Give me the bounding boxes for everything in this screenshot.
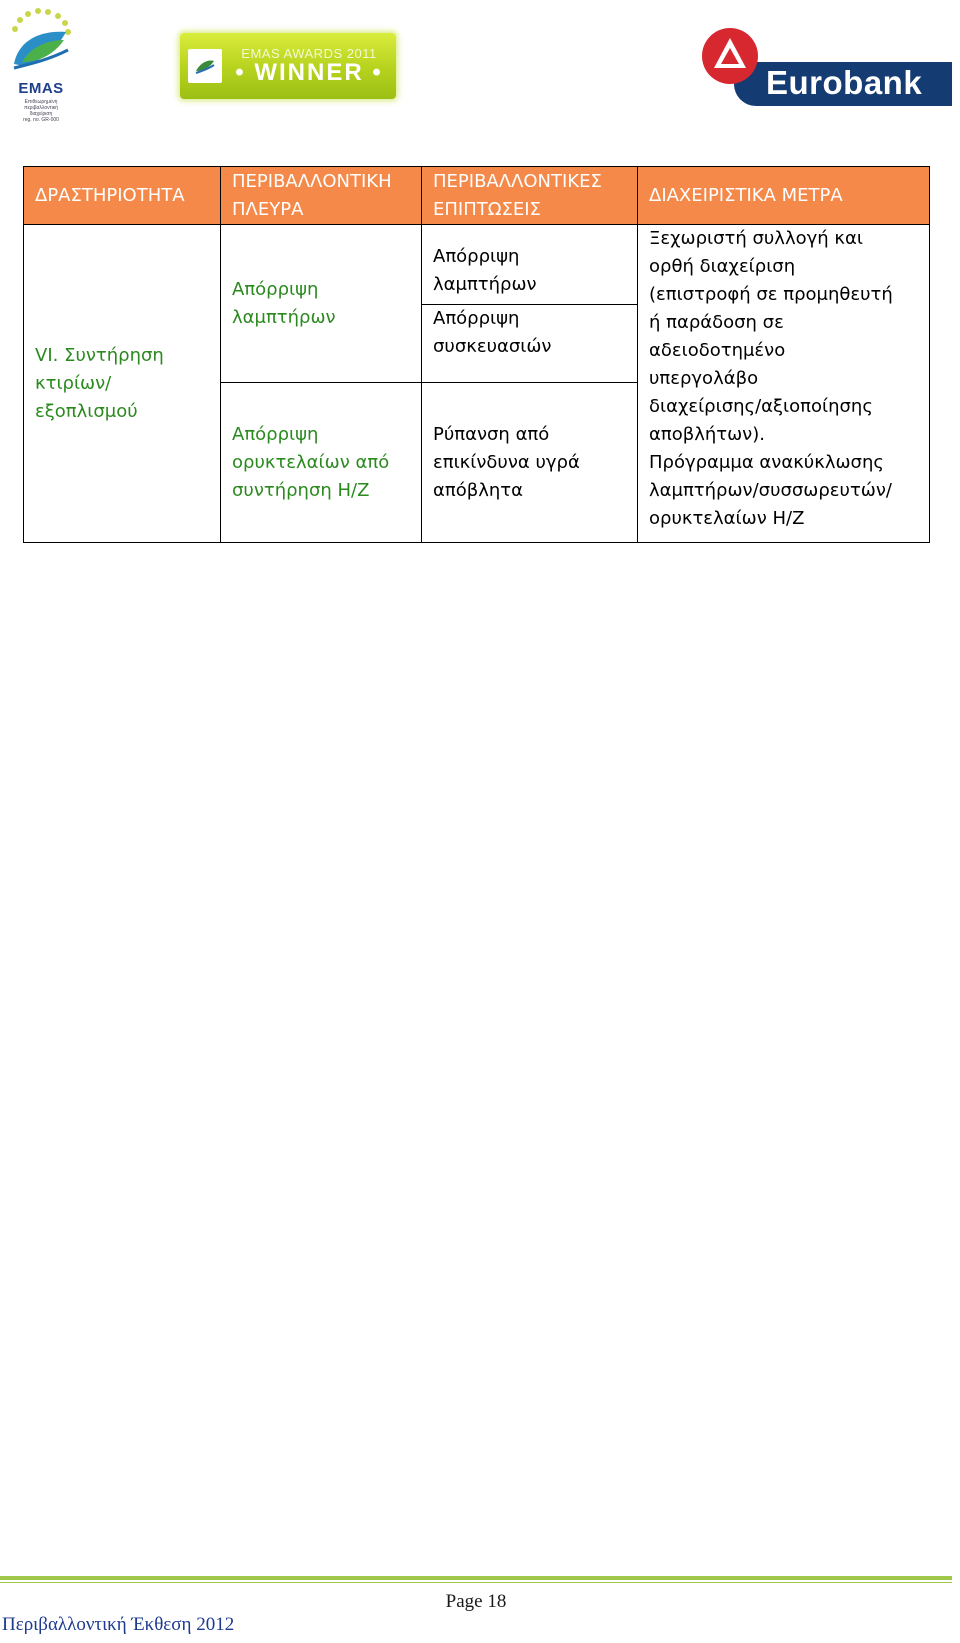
activity-cell: VI. Συντήρηση κτιρίων/ εξοπλισμού bbox=[24, 225, 221, 543]
measures-cell bbox=[638, 225, 930, 543]
impact-lamps-disposal: Απόρριψη λαμπτήρων bbox=[422, 225, 637, 305]
impact-hazardous-liquid-waste: Ρύπανση από επικίνδυνα υγρά απόβλητα bbox=[422, 383, 638, 543]
measures-line: Ξεχωριστή συλλογή και bbox=[649, 228, 863, 249]
measures-line: ή παράδοση σε bbox=[649, 312, 784, 333]
measures-line: υπεργολάβο bbox=[649, 368, 759, 389]
award-title: EMAS AWARDS 2011 bbox=[241, 45, 377, 61]
column-header-aspect: ΠΕΡΙΒΑΛΛΟΝΤΙΚΗ ΠΛΕΥΡΑ bbox=[221, 167, 422, 225]
table-header-row bbox=[24, 167, 930, 225]
measures-line: ορυκτελαίων Η/Ζ bbox=[649, 508, 805, 529]
footer-divider bbox=[0, 1576, 952, 1580]
aspect-cell-lamps: Απόρριψη λαμπτήρων bbox=[221, 225, 422, 383]
measures-line: αδειοδοτημένο bbox=[649, 340, 786, 361]
measures-line: διαχείρισης/αξιοποίησης bbox=[649, 396, 873, 417]
emas-logo-text: EMAS bbox=[18, 80, 64, 97]
environmental-aspects-table bbox=[23, 166, 930, 543]
page-number: Page 18 bbox=[445, 1591, 507, 1612]
table-row bbox=[24, 225, 930, 383]
impacts-cell-lamps bbox=[422, 225, 638, 383]
eurobank-logo-text: Eurobank bbox=[766, 64, 923, 101]
emas-logo-subtitle: Επιθεωρημένη περιβαλλοντική διαχείριση reg. no. GR-000 bbox=[23, 99, 59, 123]
footer-report-title: Περιβαλλοντική Έκθεση 2012 bbox=[2, 1614, 235, 1635]
measures-line: ορθή διαχείριση bbox=[649, 256, 796, 277]
footer-divider-thin bbox=[0, 1582, 952, 1583]
column-header-impacts: ΠΕΡΙΒΑΛΛΟΝΤΙΚΕΣ ΕΠΙΠΤΩΣΕΙΣ bbox=[422, 167, 638, 225]
column-header-activity: ΔΡΑΣΤΗΡΙΟΤΗΤΑ bbox=[24, 167, 221, 225]
award-winner-label: • WINNER • bbox=[235, 58, 383, 86]
measures-line: λαμπτήρων/συσσωρευτών/ bbox=[649, 480, 892, 501]
aspect-cell-oils: Απόρριψη ορυκτελαίων από συντήρηση Η/Ζ bbox=[221, 383, 422, 543]
impact-packaging-disposal: Απόρριψη συσκευασιών bbox=[433, 308, 552, 357]
emas-award-winner-badge bbox=[180, 33, 396, 99]
column-header-measures: ΔΙΑΧΕΙΡΙΣΤΙΚΑ ΜΕΤΡΑ bbox=[638, 167, 930, 225]
eurobank-emblem-icon bbox=[700, 26, 760, 86]
emas-stars-leaf-icon bbox=[8, 6, 74, 78]
emas-mini-logo-icon bbox=[188, 49, 222, 83]
eurobank-logo bbox=[700, 26, 954, 106]
measures-line: αποβλήτων). bbox=[649, 424, 765, 445]
measures-line: (επιστροφή σε προμηθευτή bbox=[649, 284, 893, 305]
emas-logo bbox=[8, 6, 74, 124]
measures-line: Πρόγραμμα ανακύκλωσης bbox=[649, 452, 884, 473]
